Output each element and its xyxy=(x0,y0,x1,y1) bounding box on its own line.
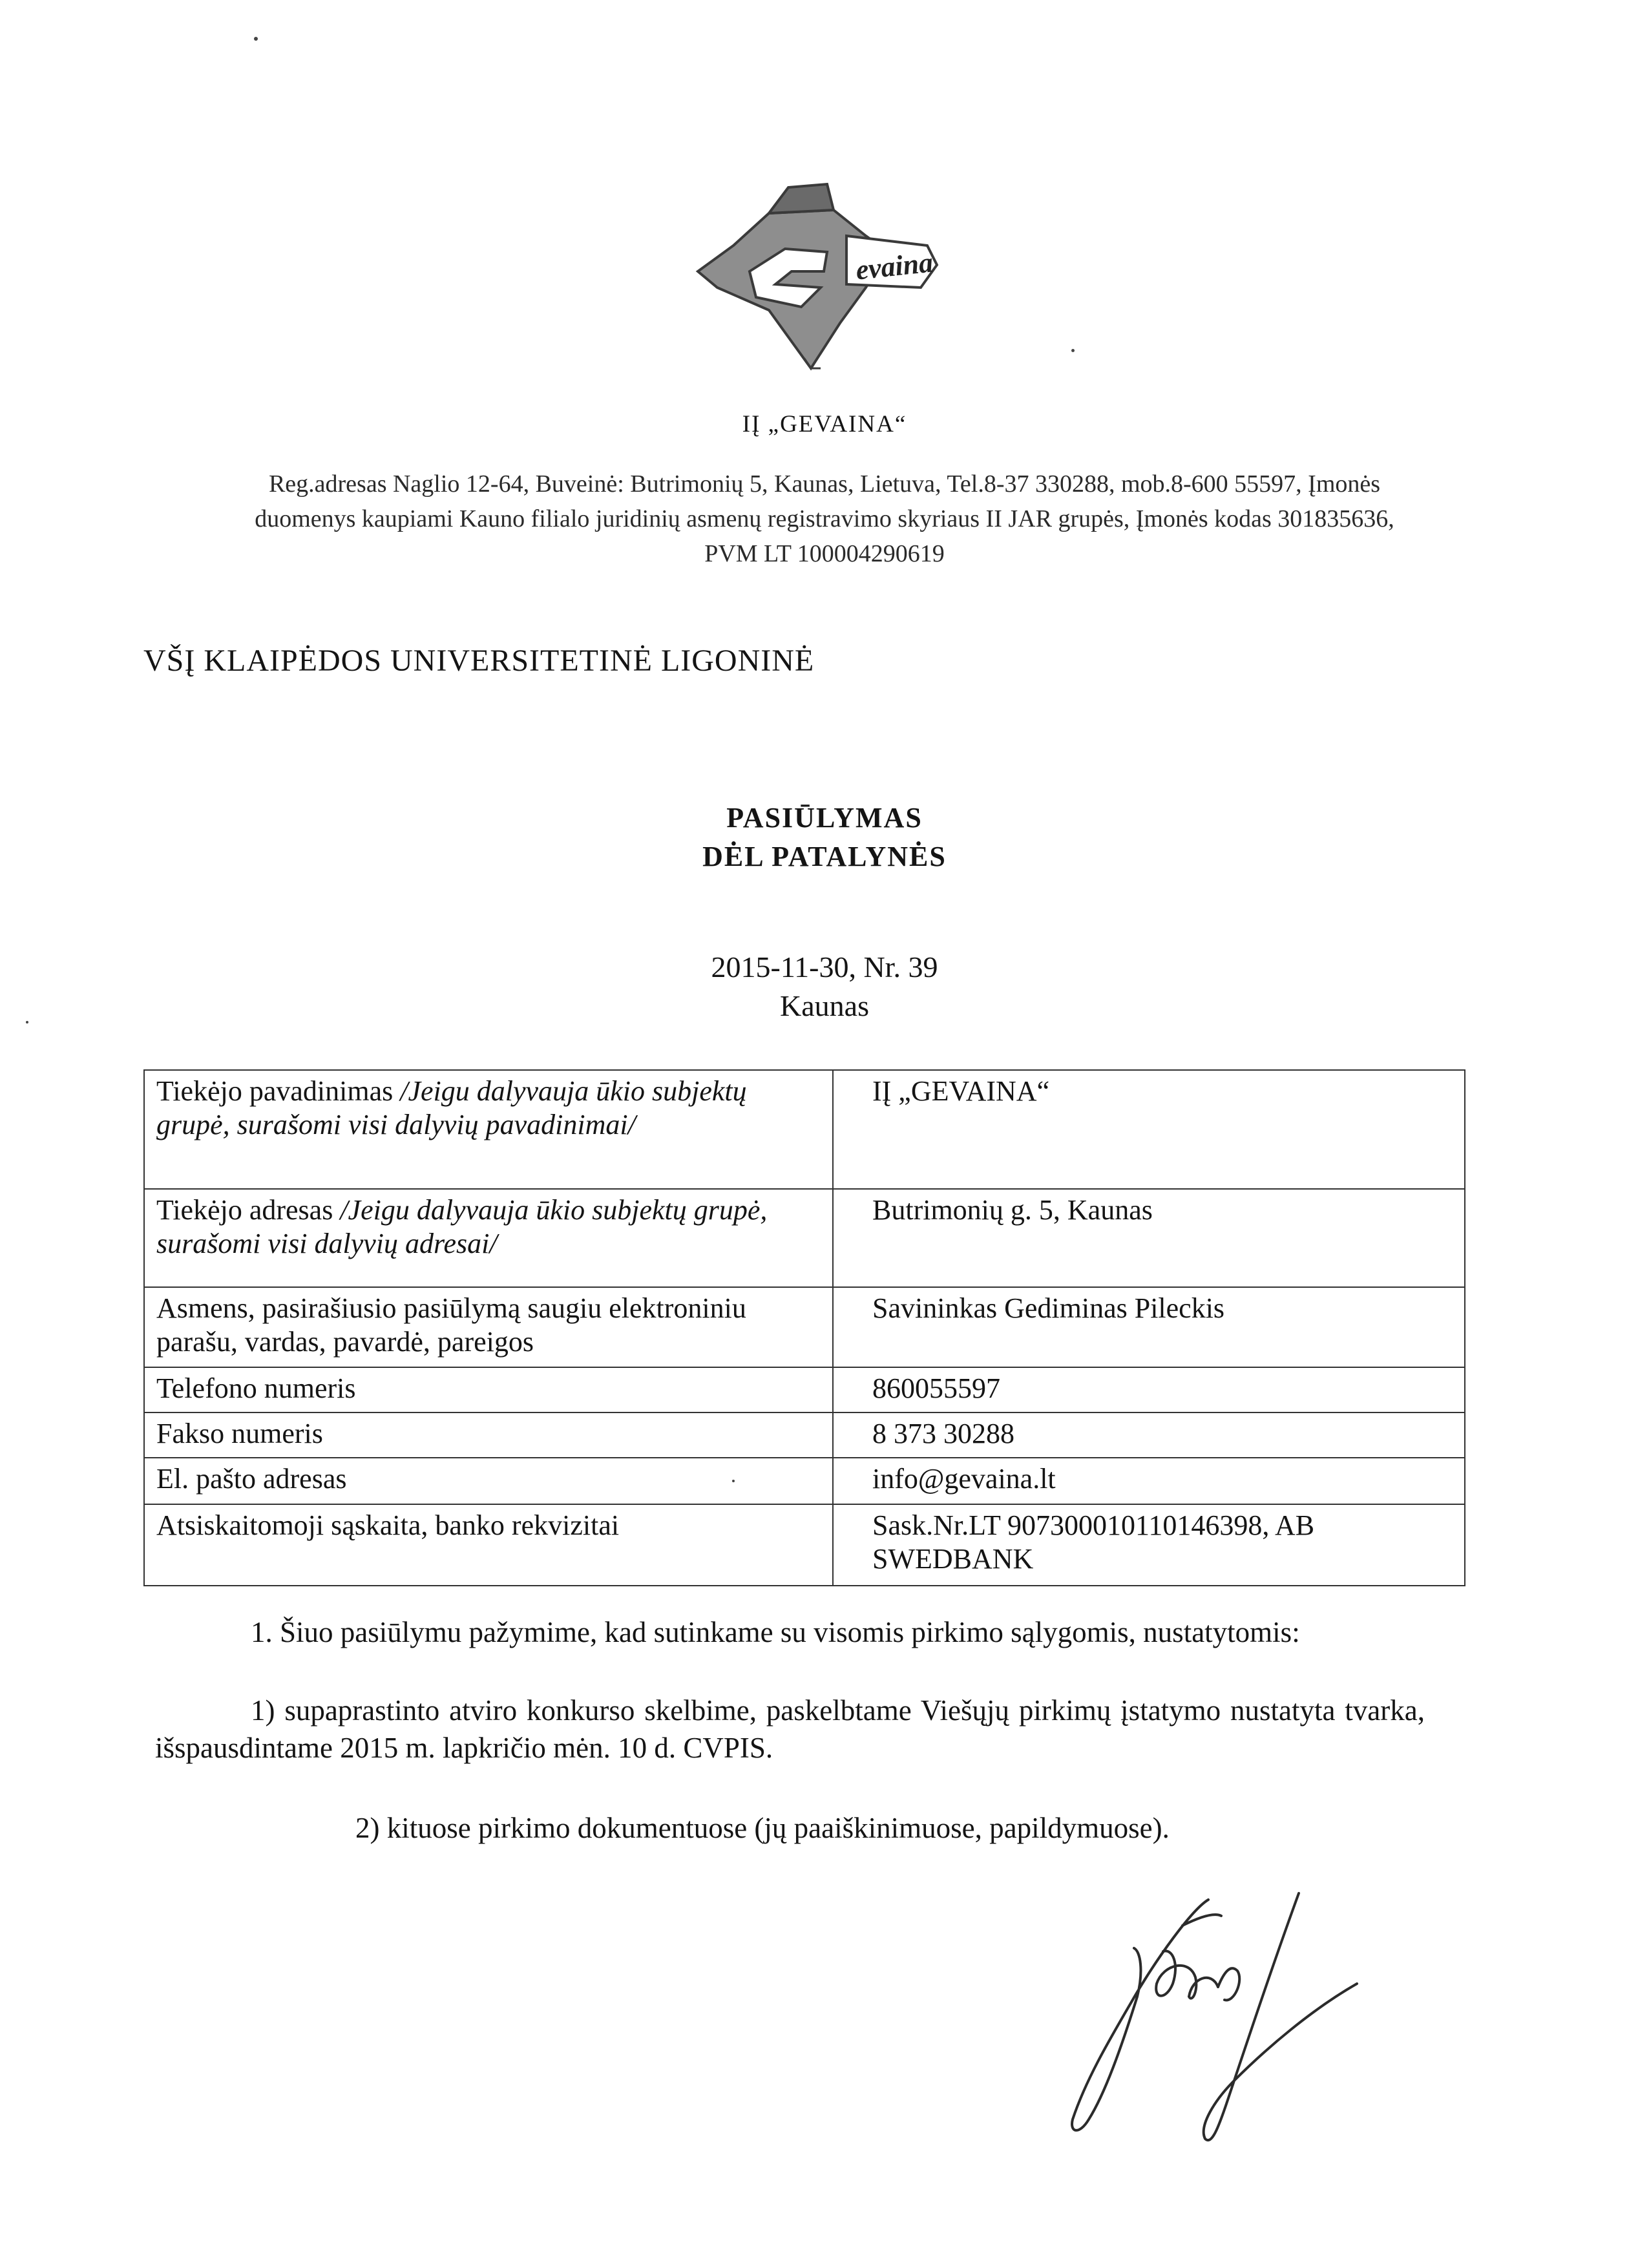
row-label-note: /Jeigu dalyvauja ūkio subjektų grupė, surašomi visi dalyvių pavadinimai/ xyxy=(156,1075,747,1140)
row-value: Savininkas Gediminas Pileckis xyxy=(833,1287,1465,1367)
contact-line: PVM LT 100004290619 xyxy=(704,540,945,567)
table-row xyxy=(144,1367,1465,1412)
row-label: Atsiskaitomoji sąskaita, banko rekvizitai xyxy=(144,1504,833,1586)
table-row xyxy=(144,1287,1465,1367)
table-row xyxy=(144,1458,1465,1504)
row-label xyxy=(144,1070,833,1189)
row-label: Telefono numeris xyxy=(144,1367,833,1412)
row-label: Asmens, pasirašiusio pasiūlymą saugiu elektroniniu parašu, vardas, pavardė, pareigos xyxy=(144,1287,833,1367)
table-row xyxy=(144,1070,1465,1189)
row-label-text: Tiekėjo pavadinimas xyxy=(156,1075,401,1107)
table-row xyxy=(144,1412,1465,1458)
scan-speck xyxy=(1071,349,1075,352)
contact-line: Reg.adresas Naglio 12-64, Buveinė: Butrimonių 5, Kaunas, Lietuva, Tel.8-37 330288, mob.8-600 55597, Įmonės xyxy=(268,470,1381,498)
contact-line: duomenys kaupiami Kauno filialo juridinių asmenų registravimo skyriaus II JAR grupės, Įmonės kodas 301835636, xyxy=(255,505,1394,532)
supplier-info-table xyxy=(143,1069,1465,1586)
logo-text: evaina xyxy=(854,246,935,286)
table-row xyxy=(144,1504,1465,1586)
row-label xyxy=(144,1189,833,1287)
row-value: IĮ „GEVAINA“ xyxy=(833,1070,1465,1189)
company-contact-details xyxy=(155,467,1494,571)
table-row xyxy=(144,1189,1465,1287)
row-label: El. pašto adresas xyxy=(144,1458,833,1504)
company-logo xyxy=(672,174,943,381)
scan-speck xyxy=(732,1480,735,1482)
body-paragraph-1: 1. Šiuo pasiūlymu pažymime, kad sutinkame su visomis pirkimo sąlygomis, nustatytomis: xyxy=(251,1616,1300,1648)
row-value: info@gevaina.lt xyxy=(833,1458,1465,1504)
body-paragraph-2: 1) supaprastinto atviro konkurso skelbime, paskelbtame Viešųjų pirkimų įstatymo nustatyta tvarka, išspausdintame 2015 m. lapkričio mėn. 10 d. CVPIS. xyxy=(155,1694,1425,1764)
recipient-name: VŠĮ KLAIPĖDOS UNIVERSITETINĖ LIGONINĖ xyxy=(143,644,815,678)
row-value: Sask.Nr.LT 907300010110146398, AB SWEDBANK xyxy=(833,1504,1465,1586)
document-title xyxy=(0,799,1649,876)
title-line-1: PASIŪLYMAS xyxy=(726,802,923,834)
document-place: Kaunas xyxy=(780,989,869,1022)
row-label-note: /Jeigu dalyvauja ūkio subjektų grupė, surašomi visi dalyvių adresai/ xyxy=(156,1194,768,1259)
handwritten-signature xyxy=(1053,1887,1383,2158)
row-value: 8 373 30288 xyxy=(833,1412,1465,1458)
title-line-2: DĖL PATALYNĖS xyxy=(702,841,947,872)
scan-speck xyxy=(26,1021,28,1024)
body-paragraph-3: 2) kituose pirkimo dokumentuose (jų paaiškinimuose, papildymuose). xyxy=(355,1812,1170,1844)
document-date-number: 2015-11-30, Nr. 39 xyxy=(711,950,938,983)
row-value: 860055597 xyxy=(833,1367,1465,1412)
scan-speck xyxy=(254,37,258,41)
company-name: IĮ „GEVAINA“ xyxy=(742,411,907,437)
document-meta xyxy=(0,948,1649,1025)
row-label-text: Tiekėjo adresas xyxy=(156,1194,341,1226)
row-label: Fakso numeris xyxy=(144,1412,833,1458)
row-value: Butrimonių g. 5, Kaunas xyxy=(833,1189,1465,1287)
